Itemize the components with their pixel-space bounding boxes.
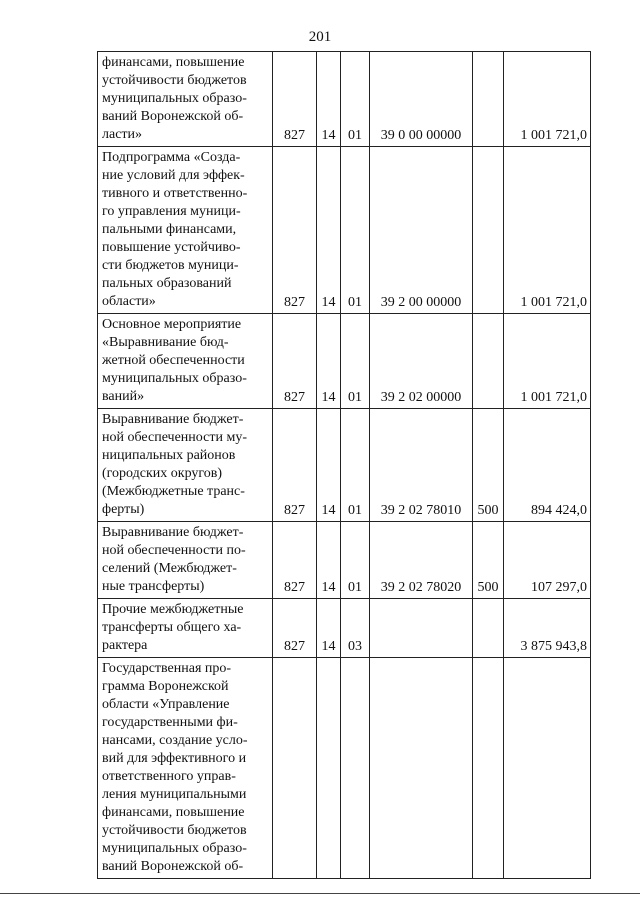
cell-pr: 03 bbox=[341, 599, 370, 658]
name-line: пальными финансами, bbox=[102, 222, 237, 237]
name-line: ние условий для эффек- bbox=[102, 168, 245, 183]
cell-amount: 1 001 721,0 bbox=[504, 147, 591, 314]
cell-csr: 39 2 00 00000 bbox=[370, 147, 473, 314]
table-body bbox=[98, 52, 591, 879]
page-bottom-border bbox=[0, 893, 640, 894]
cell-rz: 14 bbox=[317, 52, 341, 147]
name-line: пальных образований bbox=[102, 276, 232, 291]
cell-vr: 500 bbox=[473, 409, 504, 522]
cell-rz bbox=[317, 658, 341, 879]
cell-gr: 827 bbox=[273, 52, 317, 147]
name-line: грамма Воронежской bbox=[102, 679, 229, 694]
name-line: муниципальных образо- bbox=[102, 841, 247, 856]
name-line: жетной обеспеченности bbox=[102, 353, 245, 368]
name-line: финансами, повышение bbox=[102, 805, 245, 820]
name-line: ной обеспеченности по- bbox=[102, 543, 246, 558]
cell-name bbox=[98, 522, 273, 599]
name-line: муниципальных образо- bbox=[102, 91, 247, 106]
name-line: ной обеспеченности му- bbox=[102, 430, 247, 445]
cell-csr bbox=[370, 658, 473, 879]
cell-rz: 14 bbox=[317, 522, 341, 599]
name-line: муниципальных образо- bbox=[102, 371, 247, 386]
cell-rz: 14 bbox=[317, 409, 341, 522]
cell-csr: 39 2 02 78020 bbox=[370, 522, 473, 599]
name-line: тивного и ответственно- bbox=[102, 186, 248, 201]
name-line: (Межбюджетные транс- bbox=[102, 484, 245, 499]
table-row bbox=[98, 52, 591, 147]
budget-table bbox=[97, 51, 591, 879]
cell-gr: 827 bbox=[273, 314, 317, 409]
name-line: Прочие межбюджетные bbox=[102, 602, 244, 617]
table-row bbox=[98, 599, 591, 658]
name-line: ласти» bbox=[102, 127, 143, 142]
name-line: трансферты общего ха- bbox=[102, 620, 242, 635]
name-line: ниципальных районов bbox=[102, 448, 236, 463]
table-row bbox=[98, 314, 591, 409]
cell-vr bbox=[473, 314, 504, 409]
page-number: 201 bbox=[308, 29, 332, 45]
cell-amount: 1 001 721,0 bbox=[504, 314, 591, 409]
name-line: Подпрограмма «Созда- bbox=[102, 150, 241, 165]
name-line: государственными фи- bbox=[102, 715, 238, 730]
name-line: повышение устойчиво- bbox=[102, 240, 241, 255]
name-line: ответственного управ- bbox=[102, 769, 236, 784]
cell-vr: 500 bbox=[473, 522, 504, 599]
cell-amount: 3 875 943,8 bbox=[504, 599, 591, 658]
cell-pr: 01 bbox=[341, 52, 370, 147]
cell-pr: 01 bbox=[341, 314, 370, 409]
cell-csr: 39 2 02 78010 bbox=[370, 409, 473, 522]
cell-gr: 827 bbox=[273, 147, 317, 314]
cell-rz: 14 bbox=[317, 147, 341, 314]
cell-amount: 1 001 721,0 bbox=[504, 52, 591, 147]
name-line: Государственная про- bbox=[102, 661, 232, 676]
cell-vr bbox=[473, 52, 504, 147]
name-line: финансами, повышение bbox=[102, 55, 245, 70]
cell-pr: 01 bbox=[341, 409, 370, 522]
cell-name bbox=[98, 314, 273, 409]
name-line: рактера bbox=[102, 638, 148, 653]
cell-rz: 14 bbox=[317, 314, 341, 409]
cell-gr: 827 bbox=[273, 522, 317, 599]
name-line: ваний Воронежской об- bbox=[102, 859, 244, 874]
cell-csr: 39 0 00 00000 bbox=[370, 52, 473, 147]
cell-name bbox=[98, 658, 273, 879]
name-line: нансами, создание усло- bbox=[102, 733, 248, 748]
name-line: устойчивости бюджетов bbox=[102, 823, 247, 838]
name-line: области» bbox=[102, 294, 156, 309]
cell-csr bbox=[370, 599, 473, 658]
name-line: ления муниципальными bbox=[102, 787, 247, 802]
table-row bbox=[98, 522, 591, 599]
name-line: области «Управление bbox=[102, 697, 230, 712]
name-line: вий для эффективного и bbox=[102, 751, 247, 766]
cell-csr: 39 2 02 00000 bbox=[370, 314, 473, 409]
name-line: селений (Межбюджет- bbox=[102, 561, 237, 576]
name-line: ные трансферты) bbox=[102, 579, 205, 594]
cell-gr: 827 bbox=[273, 409, 317, 522]
cell-vr bbox=[473, 599, 504, 658]
name-line: го управления муници- bbox=[102, 204, 241, 219]
cell-name bbox=[98, 599, 273, 658]
cell-name bbox=[98, 52, 273, 147]
name-line: ферты) bbox=[102, 502, 145, 517]
name-line: ваний Воронежской об- bbox=[102, 109, 244, 124]
name-line: Основное мероприятие bbox=[102, 317, 242, 332]
cell-name bbox=[98, 409, 273, 522]
cell-amount: 107 297,0 bbox=[504, 522, 591, 599]
name-line: Выравнивание бюджет- bbox=[102, 525, 244, 540]
cell-pr bbox=[341, 658, 370, 879]
cell-amount: 894 424,0 bbox=[504, 409, 591, 522]
name-line: сти бюджетов муници- bbox=[102, 258, 239, 273]
table-row bbox=[98, 658, 591, 879]
cell-vr bbox=[473, 658, 504, 879]
cell-vr bbox=[473, 147, 504, 314]
cell-pr: 01 bbox=[341, 147, 370, 314]
cell-name bbox=[98, 147, 273, 314]
table-row bbox=[98, 409, 591, 522]
name-line: Выравнивание бюджет- bbox=[102, 412, 244, 427]
name-line: (городских округов) bbox=[102, 466, 223, 481]
name-line: устойчивости бюджетов bbox=[102, 73, 247, 88]
name-line: «Выравнивание бюд- bbox=[102, 335, 229, 350]
cell-pr: 01 bbox=[341, 522, 370, 599]
cell-rz: 14 bbox=[317, 599, 341, 658]
name-line: ваний» bbox=[102, 389, 145, 404]
cell-gr bbox=[273, 658, 317, 879]
cell-amount bbox=[504, 658, 591, 879]
cell-gr: 827 bbox=[273, 599, 317, 658]
table-row bbox=[98, 147, 591, 314]
